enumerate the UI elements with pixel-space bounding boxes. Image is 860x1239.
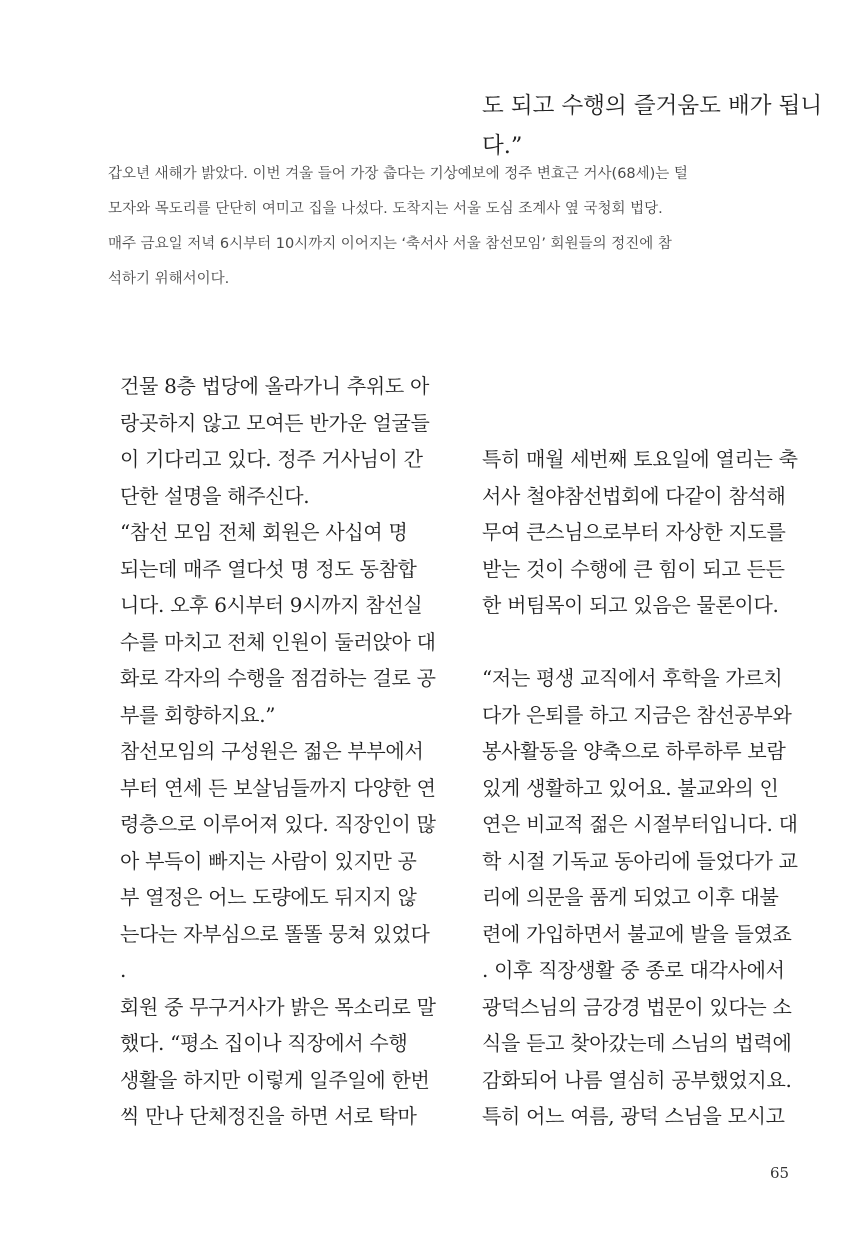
text-line: 령층으로 이루어져 있다. 직장인이 많 bbox=[120, 812, 436, 836]
text-line: 회원 중 무구거사가 밝은 목소리로 말 bbox=[120, 994, 436, 1019]
text-line: 니다. 오후 6시부터 9시까지 참선실 bbox=[120, 593, 423, 617]
text-line: 감화되어 나름 열심히 공부했었지요. bbox=[482, 1067, 792, 1092]
text-line: . 이후 직장생활 중 종로 대각사에서 bbox=[482, 958, 785, 982]
text-line: 갑오년 새해가 밝았다. 이번 겨울 들어 가장 춥다는 기상예보에 정주 변효근 거사(68세)는 털 bbox=[108, 166, 688, 182]
text-line: 받는 것이 수행에 큰 힘이 되고 든든 bbox=[482, 556, 785, 581]
text-line: 특히 매월 세번째 토요일에 열리는 축 bbox=[482, 447, 798, 471]
text-line: 부를 회향하지요.” bbox=[120, 702, 276, 727]
text-line: 학 시절 기독교 동아리에 들었다가 교 bbox=[482, 848, 798, 873]
text-line: 봉사활동을 양축으로 하루하루 보람 bbox=[482, 739, 786, 763]
text-line: 생활을 하지만 이렇게 일주일에 한번 bbox=[120, 1067, 430, 1092]
text-line: 련에 가입하면서 불교에 발을 들였죠 bbox=[482, 921, 792, 946]
text-line: “저는 평생 교직에서 후학을 가르치 bbox=[482, 666, 783, 690]
text-line: 광덕스님의 금강경 법문이 있다는 소 bbox=[482, 994, 792, 1019]
text-line: 아 부득이 빠지는 사람이 있지만 공 bbox=[120, 848, 417, 873]
text-line: 다.” bbox=[482, 133, 523, 159]
text-line: 이 기다리고 있다. 정주 거사님이 간 bbox=[120, 447, 423, 471]
paragraph-gap bbox=[482, 624, 812, 661]
text-line: 리에 의문을 품게 되었고 이후 대불 bbox=[482, 885, 779, 909]
text-line: 석하기 위해서이다. bbox=[108, 271, 230, 287]
text-line: 서사 철야참선법회에 다같이 참석해 bbox=[482, 483, 786, 508]
right-column bbox=[482, 441, 812, 1135]
text-line: 건물 8층 법당에 올라가니 추위도 아 bbox=[120, 374, 429, 398]
text-line: 랑곳하지 않고 모여든 반가운 얼굴들 bbox=[120, 410, 430, 435]
text-line: 되는데 매주 열다섯 명 정도 동참합 bbox=[120, 556, 417, 581]
text-line: 매주 금요일 저녁 6시부터 10시까지 이어지는 ‘축서사 서울 참선모임’ 회원들의 정진에 참 bbox=[108, 236, 672, 252]
text-line: 화로 각자의 수행을 점검하는 걸로 공 bbox=[120, 666, 436, 690]
text-line: 는다는 자부심으로 똘똘 뭉쳐 있었다 bbox=[120, 921, 430, 946]
text-line: 부터 연세 든 보살님들까지 다양한 연 bbox=[120, 775, 436, 800]
text-line: 씩 만나 단체정진을 하면 서로 탁마 bbox=[120, 1104, 417, 1128]
text-line: 식을 듣고 찾아갔는데 스님의 법력에 bbox=[482, 1031, 792, 1055]
text-line: 참선모임의 구성원은 젊은 부부에서 bbox=[120, 739, 424, 763]
left-column bbox=[120, 368, 450, 1135]
text-line: 다가 은퇴를 하고 지금은 참선공부와 bbox=[482, 702, 792, 727]
text-line: 도 되고 수행의 즐거움도 배가 됩니 bbox=[482, 93, 823, 119]
text-line: . bbox=[120, 958, 127, 982]
text-line: “참선 모임 전체 회원은 사십여 명 bbox=[120, 520, 408, 544]
text-line: 단한 설명을 해주신다. bbox=[120, 483, 310, 508]
text-line: 연은 비교적 젊은 시절부터입니다. 대 bbox=[482, 812, 798, 836]
text-line: 있게 생활하고 있어요. 불교와의 인 bbox=[482, 775, 779, 800]
intro-paragraph bbox=[108, 157, 828, 297]
text-line: 모자와 목도리를 단단히 여미고 집을 나섰다. 도착지는 서울 도심 조계사 옆 국청회 법당. bbox=[108, 201, 663, 217]
text-line: 한 버팀목이 되고 있음은 물론이다. bbox=[482, 593, 779, 617]
text-line: 수를 마치고 전체 인원이 둘러앉아 대 bbox=[120, 629, 436, 654]
top-quote bbox=[482, 86, 822, 166]
text-line: 무여 큰스님으로부터 자상한 지도를 bbox=[482, 520, 786, 544]
page-number: 65 bbox=[770, 1164, 790, 1182]
text-line: 특히 어느 여름, 광덕 스님을 모시고 bbox=[482, 1104, 785, 1128]
text-line: 부 열정은 어느 도량에도 뒤지지 않 bbox=[120, 885, 417, 909]
text-line: 했다. “평소 집이나 직장에서 수행 bbox=[120, 1031, 408, 1055]
